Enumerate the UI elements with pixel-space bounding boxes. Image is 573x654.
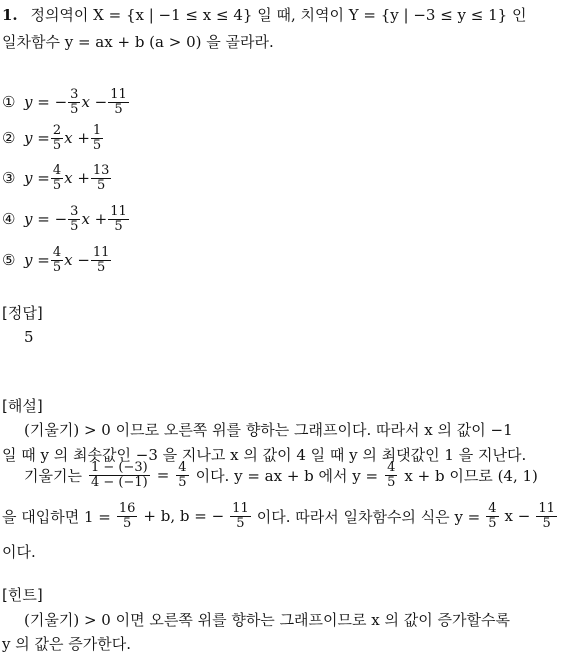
explanation-line-1: (기울기) > 0 이므로 오른쪽 위를 향하는 그래프이다. 따라서 x 의 값이 −1 [24,421,513,439]
explanation-line-3 [24,461,538,489]
option-lhs: y = [24,169,50,188]
option-mid: x − [81,93,108,112]
fraction-denominator: 4 − (−1) [90,474,148,490]
fraction-numerator: 1 [92,123,102,138]
problem-number: 1. [2,6,18,24]
fraction-denominator: 5 [97,177,106,193]
problem-text-2: 일차함수 y = ax + b (a > 0) 을 골라라. [2,33,274,51]
option-mid: x + [64,169,90,188]
option-mid: x + [81,210,108,229]
slope-value [176,461,188,489]
fraction-numerator: 3 [70,87,79,102]
fraction-numerator: 11 [110,204,127,219]
answer-value: 5 [24,328,34,346]
slope-fraction [89,461,150,489]
fraction-denominator: 5 [97,259,106,275]
fraction [91,124,103,152]
fraction-denominator: 5 [52,259,62,275]
fraction-numerator: 2 [52,123,62,138]
fraction-numerator: 4 [52,245,62,260]
fraction [51,164,63,192]
answer-label: [정답] [2,304,43,322]
explanation-line-4 [2,502,558,530]
option-lhs: y = [24,129,50,148]
option-5[interactable] [2,246,112,274]
explanation-text: = [156,466,170,485]
fraction [230,502,251,530]
problem-line-1 [2,4,526,25]
fraction [68,88,80,116]
fraction [51,124,63,152]
option-marker: ③ [2,169,16,188]
hint-line-1: (기울기) > 0 이면 오른쪽 위를 향하는 그래프이므로 x 의 값이 증가할수록 [24,611,510,629]
option-1[interactable] [2,88,130,116]
explanation-text: 이다. y = ax + b 에서 y = [195,466,379,485]
option-lhs: y = [24,251,50,270]
explanation-text: 기울기는 [24,466,82,485]
fraction-numerator: 4 [387,460,396,475]
explanation-line-2: 일 때 y 의 최솟값인 −3 을 지나고 x 의 값이 4 일 때 y 의 최댓값인 1 을 지난다. [2,446,527,464]
hint-line-2: y 의 값은 증가한다. [2,635,131,653]
explanation-text: + b, b = − [143,507,225,526]
explanation-text: 을 대입하면 1 = [2,507,111,526]
fraction-numerator: 4 [488,501,497,516]
fraction [51,246,63,274]
fraction-denominator: 5 [70,101,79,117]
explanation-line-5: 이다. [2,543,36,561]
option-mid: x − [64,251,90,270]
fraction-numerator: 4 [178,460,187,475]
explanation-text: x + b 이므로 (4, 1) [404,466,538,485]
fraction-numerator: 11 [538,501,555,516]
fraction [108,88,129,116]
fraction-denominator: 5 [387,474,396,490]
fraction [68,205,80,233]
fraction-denominator: 5 [92,137,102,153]
explanation-text: x − [504,507,531,526]
problem-text-1: 정의역이 X = {x | −1 ≤ x ≤ 4} 일 때, 치역이 Y = {y | −3 ≤ y ≤ 1} 인 [30,6,527,24]
fraction-denominator: 5 [70,218,79,234]
fraction-numerator: 11 [232,501,249,516]
option-lhs: y = − [24,210,68,229]
option-lhs: y = − [24,93,68,112]
fraction-denominator: 5 [52,177,62,193]
fraction-numerator: 4 [52,163,62,178]
option-marker: ④ [2,210,16,229]
fraction-denominator: 5 [236,515,245,531]
explanation-text: 이다. 따라서 일차함수의 식은 y = [256,507,481,526]
fraction-denominator: 5 [488,515,497,531]
option-4[interactable] [2,205,130,233]
fraction-numerator: 3 [70,204,79,219]
hint-label: [힌트] [2,586,43,604]
option-marker: ② [2,129,16,148]
fraction-numerator: 11 [110,87,127,102]
fraction [108,205,129,233]
option-3[interactable] [2,164,112,192]
fraction-denominator: 5 [52,137,62,153]
option-2[interactable] [2,124,104,152]
problem-line-2 [2,31,274,52]
option-marker: ① [2,93,16,112]
fraction [117,502,138,530]
coef-fraction [385,461,397,489]
fraction-numerator: 1 − (−3) [90,460,148,475]
fraction-denominator: 5 [123,515,132,531]
fraction-denominator: 5 [178,474,187,490]
fraction-numerator: 13 [92,163,110,178]
fraction [91,164,112,192]
option-marker: ⑤ [2,251,16,270]
fraction [536,502,557,530]
fraction [486,502,498,530]
option-mid: x + [64,129,90,148]
fraction-denominator: 5 [542,515,551,531]
fraction-denominator: 5 [114,101,123,117]
fraction-denominator: 5 [114,218,123,234]
fraction-numerator: 16 [118,501,136,516]
explanation-label: [해설] [2,397,43,415]
fraction [91,246,112,274]
fraction-numerator: 11 [92,245,110,260]
